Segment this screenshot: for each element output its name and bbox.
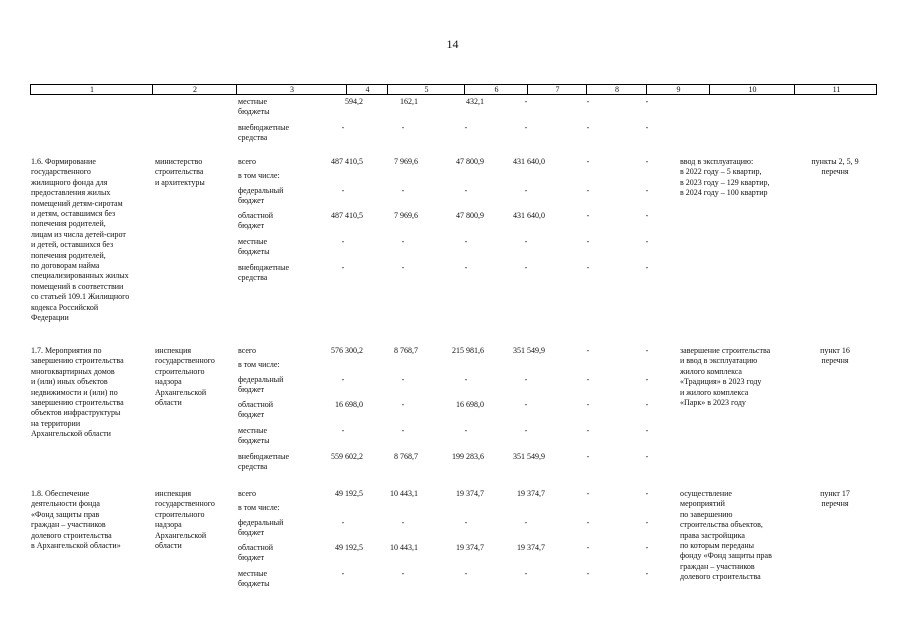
responsible-executor: министерство строительства и архитектуры xyxy=(155,157,205,187)
value-cell: - xyxy=(401,237,405,246)
value-cell: - xyxy=(401,426,405,435)
value-cell: - xyxy=(341,263,345,272)
funding-source-label: областной бюджет xyxy=(238,211,274,231)
value-cell: 559 602,2 xyxy=(331,452,363,461)
column-number: 3 xyxy=(290,85,294,94)
value-cell: 19 374,7 xyxy=(456,489,484,498)
value-cell: - xyxy=(464,569,468,578)
value-cell: - xyxy=(645,157,649,166)
funding-source-label: местные бюджеты xyxy=(238,97,270,117)
value-cell: 7 969,6 xyxy=(394,211,418,220)
value-cell: - xyxy=(341,518,345,527)
value-cell: - xyxy=(645,375,649,384)
column-number: 4 xyxy=(365,85,370,94)
value-cell: 351 549,9 xyxy=(513,452,545,461)
value-cell: 431 640,0 xyxy=(513,157,545,166)
value-cell: 351 549,9 xyxy=(513,346,545,355)
value-cell: 19 374,7 xyxy=(517,489,545,498)
value-cell: - xyxy=(401,375,405,384)
list-reference: пункт 17 перечня xyxy=(820,489,850,509)
value-cell: - xyxy=(645,186,649,195)
value-cell: - xyxy=(341,237,345,246)
column-number: 11 xyxy=(832,85,841,94)
list-reference: пункты 2, 5, 9 перечня xyxy=(811,157,859,177)
funding-source-label: всего xyxy=(238,489,257,498)
value-cell: - xyxy=(524,123,528,132)
value-cell: - xyxy=(645,518,649,527)
value-cell: - xyxy=(464,518,468,527)
value-cell: 199 283,6 xyxy=(452,452,484,461)
value-cell: 16 698,0 xyxy=(456,400,484,409)
funding-source-label: местные бюджеты xyxy=(238,569,270,589)
value-cell: - xyxy=(464,237,468,246)
value-cell: - xyxy=(464,186,468,195)
responsible-executor: инспекция государственного строительного надзора Архангельской области xyxy=(155,346,215,408)
value-cell: - xyxy=(524,400,528,409)
value-cell: - xyxy=(586,211,590,220)
value-cell: - xyxy=(341,426,345,435)
funding-source-label: федеральный бюджет xyxy=(238,375,284,395)
value-cell: 432,1 xyxy=(466,97,484,106)
funding-source-label: внебюджетные средства xyxy=(238,123,289,143)
value-cell: - xyxy=(586,237,590,246)
funding-source-label: всего xyxy=(238,346,257,355)
value-cell: - xyxy=(524,237,528,246)
value-cell: - xyxy=(645,489,649,498)
value-cell: 19 374,7 xyxy=(456,543,484,552)
value-cell: - xyxy=(645,346,649,355)
expected-result: завершение строительства и ввод в эксплуатацию жилого комплекса «Традиция» в 2023 году и жилого комплекса «Парк» в 2023 году xyxy=(680,346,771,408)
value-cell: - xyxy=(586,123,590,132)
funding-source-label: федеральный бюджет xyxy=(238,518,284,538)
value-cell: 19 374,7 xyxy=(517,543,545,552)
value-cell: - xyxy=(645,97,649,106)
value-cell: - xyxy=(586,157,590,166)
column-number: 1 xyxy=(90,85,94,94)
funding-source-label: внебюджетные средства xyxy=(238,452,289,472)
column-number-header xyxy=(30,84,877,95)
value-cell: - xyxy=(586,400,590,409)
value-cell: - xyxy=(586,426,590,435)
funding-source-label: в том числе: xyxy=(238,360,280,369)
value-cell: 162,1 xyxy=(400,97,418,106)
value-cell: - xyxy=(645,543,649,552)
value-cell: 16 698,0 xyxy=(335,400,363,409)
value-cell: - xyxy=(524,97,528,106)
value-cell: - xyxy=(341,186,345,195)
value-cell: - xyxy=(586,543,590,552)
value-cell: - xyxy=(524,426,528,435)
value-cell: - xyxy=(524,375,528,384)
value-cell: 8 768,7 xyxy=(394,346,418,355)
value-cell: - xyxy=(524,186,528,195)
value-cell: - xyxy=(464,123,468,132)
funding-source-label: областной бюджет xyxy=(238,400,274,420)
value-cell: 10 443,1 xyxy=(390,543,418,552)
value-cell: 487 410,5 xyxy=(331,157,363,166)
value-cell: - xyxy=(645,452,649,461)
value-cell: 49 192,5 xyxy=(335,489,363,498)
value-cell: - xyxy=(586,375,590,384)
value-cell: - xyxy=(464,263,468,272)
value-cell: - xyxy=(645,426,649,435)
value-cell: - xyxy=(586,489,590,498)
value-cell: - xyxy=(464,426,468,435)
column-number: 2 xyxy=(193,85,197,94)
value-cell: - xyxy=(586,518,590,527)
value-cell: - xyxy=(401,123,405,132)
value-cell: 8 768,7 xyxy=(394,452,418,461)
funding-source-label: в том числе: xyxy=(238,503,280,512)
value-cell: 47 800,9 xyxy=(456,211,484,220)
funding-source-label: в том числе: xyxy=(238,171,280,180)
value-cell: - xyxy=(401,400,405,409)
value-cell: 10 443,1 xyxy=(390,489,418,498)
column-number: 10 xyxy=(748,85,757,94)
value-cell: - xyxy=(524,569,528,578)
column-number: 6 xyxy=(494,85,499,94)
value-cell: - xyxy=(645,400,649,409)
value-cell: - xyxy=(464,375,468,384)
value-cell: - xyxy=(401,569,405,578)
value-cell: - xyxy=(341,569,345,578)
value-cell: - xyxy=(645,237,649,246)
responsible-executor: инспекция государственного строительного надзора Архангельской области xyxy=(155,489,215,551)
page-number: 14 xyxy=(446,37,459,51)
value-cell: 576 300,2 xyxy=(331,346,363,355)
value-cell: - xyxy=(586,452,590,461)
value-cell: 47 800,9 xyxy=(456,157,484,166)
value-cell: - xyxy=(645,569,649,578)
funding-source-label: федеральный бюджет xyxy=(238,186,284,206)
value-cell: - xyxy=(586,97,590,106)
value-cell: - xyxy=(586,569,590,578)
expected-result: осуществление мероприятий по завершению строительства объектов, права застройщика по которым переданы фонду «Фонд защиты прав граждан – участников долевого строительства xyxy=(680,489,772,582)
value-cell: - xyxy=(341,123,345,132)
value-cell: - xyxy=(586,263,590,272)
measure-name: 1.8. Обеспечение деятельности фонда «Фонд защиты прав граждан – участников долевого строительства в Архангельской области» xyxy=(31,489,121,551)
value-cell: - xyxy=(645,123,649,132)
funding-source-label: внебюджетные средства xyxy=(238,263,289,283)
value-cell: - xyxy=(586,186,590,195)
value-cell: - xyxy=(401,518,405,527)
measure-name: 1.6. Формирование государственного жилищного фонда для предоставления жилых помещений детям-сиротам и детям, оставшимся без попечения родителей, лицам из числа детей-сирот и детей, оставшихся без попечения родителей, по договорам найма специализированных жилых помещений в соответствии со статьей 109.1 Жилищного кодекса Российской Федерации xyxy=(31,157,130,323)
funding-source-label: местные бюджеты xyxy=(238,426,270,446)
funding-source-label: областной бюджет xyxy=(238,543,274,563)
value-cell: - xyxy=(341,375,345,384)
list-reference: пункт 16 перечня xyxy=(820,346,850,366)
value-cell: - xyxy=(645,263,649,272)
expected-result: ввод в эксплуатацию: в 2022 году – 5 квартир, в 2023 году – 129 квартир, в 2024 году – 100 квартир xyxy=(680,157,770,198)
value-cell: - xyxy=(524,263,528,272)
funding-source-label: всего xyxy=(238,157,257,166)
column-number: 9 xyxy=(676,85,681,94)
value-cell: - xyxy=(586,346,590,355)
value-cell: - xyxy=(401,186,405,195)
value-cell: - xyxy=(524,518,528,527)
value-cell: 215 981,6 xyxy=(452,346,484,355)
value-cell: 7 969,6 xyxy=(394,157,418,166)
value-cell: 49 192,5 xyxy=(335,543,363,552)
funding-source-label: местные бюджеты xyxy=(238,237,270,257)
value-cell: 594,2 xyxy=(345,97,363,106)
column-number: 7 xyxy=(555,85,560,94)
column-number: 8 xyxy=(615,85,619,94)
value-cell: 431 640,0 xyxy=(513,211,545,220)
value-cell: - xyxy=(401,263,405,272)
value-cell: - xyxy=(645,211,649,220)
value-cell: 487 410,5 xyxy=(331,211,363,220)
column-number: 5 xyxy=(424,85,429,94)
measure-name: 1.7. Мероприятия по завершению строительства многоквартирных домов и (или) иных объектов недвижимости и (или) по завершению строительства объектов инфраструктуры на территории Архангельской области xyxy=(31,346,124,439)
